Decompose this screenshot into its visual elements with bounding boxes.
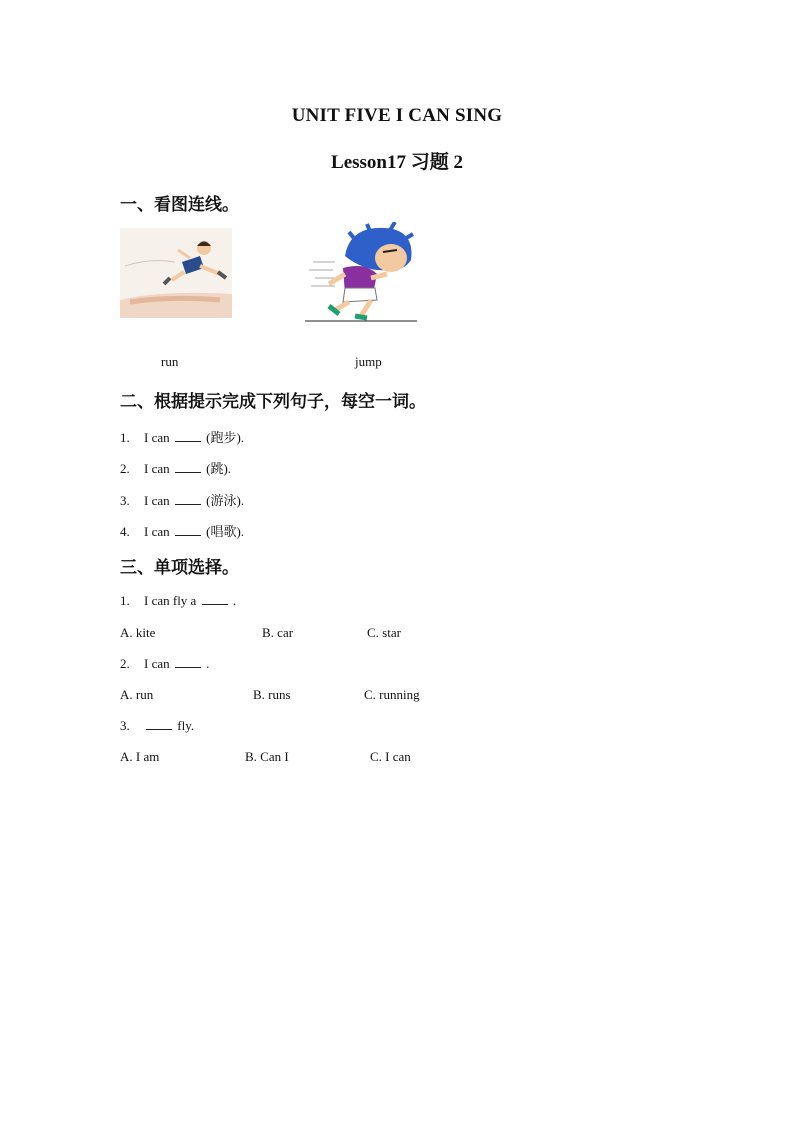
word-jump: jump bbox=[355, 354, 382, 369]
running-boy-image bbox=[305, 222, 417, 322]
option-3b[interactable]: B. Can I bbox=[245, 749, 289, 764]
jumping-boy-image bbox=[120, 228, 232, 318]
question-number: 2. bbox=[120, 656, 130, 671]
answer-blank[interactable] bbox=[175, 461, 201, 473]
question-prefix: I can bbox=[144, 656, 170, 671]
question-1 bbox=[120, 593, 236, 609]
answer-blank[interactable] bbox=[146, 718, 172, 730]
option-2a[interactable]: A. run bbox=[120, 687, 154, 702]
item-number: 1. bbox=[120, 430, 130, 445]
item-prefix: I can bbox=[144, 430, 170, 445]
answer-blank[interactable] bbox=[175, 524, 201, 536]
question-suffix: . bbox=[232, 593, 237, 608]
question-2 bbox=[120, 656, 209, 672]
item-hint: (唱歌). bbox=[206, 524, 245, 539]
unit-title: UNIT FIVE I CAN SING bbox=[291, 105, 503, 126]
answer-blank[interactable] bbox=[175, 430, 201, 442]
item-number: 3. bbox=[120, 493, 130, 508]
option-1a[interactable]: A. kite bbox=[120, 625, 156, 640]
lesson-title: Lesson17 习题 2 bbox=[331, 152, 463, 173]
answer-blank[interactable] bbox=[202, 593, 228, 605]
item-hint: (游泳). bbox=[206, 493, 245, 508]
answer-blank[interactable] bbox=[175, 656, 201, 668]
section1-heading: 一、看图连线。 bbox=[120, 195, 239, 215]
section3-heading: 三、单项选择。 bbox=[120, 558, 239, 578]
option-2c[interactable]: C. running bbox=[364, 687, 420, 702]
option-3a[interactable]: A. I am bbox=[120, 749, 160, 764]
answer-blank[interactable] bbox=[175, 493, 201, 505]
fill-item-3 bbox=[120, 490, 244, 509]
fill-item-2 bbox=[120, 458, 231, 477]
option-1b[interactable]: B. car bbox=[262, 625, 294, 640]
option-1c[interactable]: C. star bbox=[367, 625, 401, 640]
item-hint: (跑步). bbox=[206, 430, 245, 445]
option-3c[interactable]: C. I can bbox=[370, 749, 411, 764]
option-2b[interactable]: B. runs bbox=[253, 687, 291, 702]
fill-item-1 bbox=[120, 427, 244, 446]
question-number: 1. bbox=[120, 593, 130, 608]
question-suffix: fly. bbox=[177, 718, 195, 733]
item-number: 4. bbox=[120, 524, 130, 539]
question-prefix: I can fly a bbox=[144, 593, 197, 608]
section2-heading: 二、根据提示完成下列句子，每空一词。 bbox=[120, 392, 426, 412]
item-hint: (跳). bbox=[206, 461, 232, 476]
item-prefix: I can bbox=[144, 524, 170, 539]
fill-item-4 bbox=[120, 521, 244, 540]
word-run: run bbox=[161, 354, 179, 369]
item-prefix: I can bbox=[144, 461, 170, 476]
question-suffix: . bbox=[206, 656, 210, 671]
question-number: 3. bbox=[120, 718, 130, 733]
item-prefix: I can bbox=[144, 493, 170, 508]
question-3 bbox=[120, 718, 194, 734]
item-number: 2. bbox=[120, 461, 130, 476]
